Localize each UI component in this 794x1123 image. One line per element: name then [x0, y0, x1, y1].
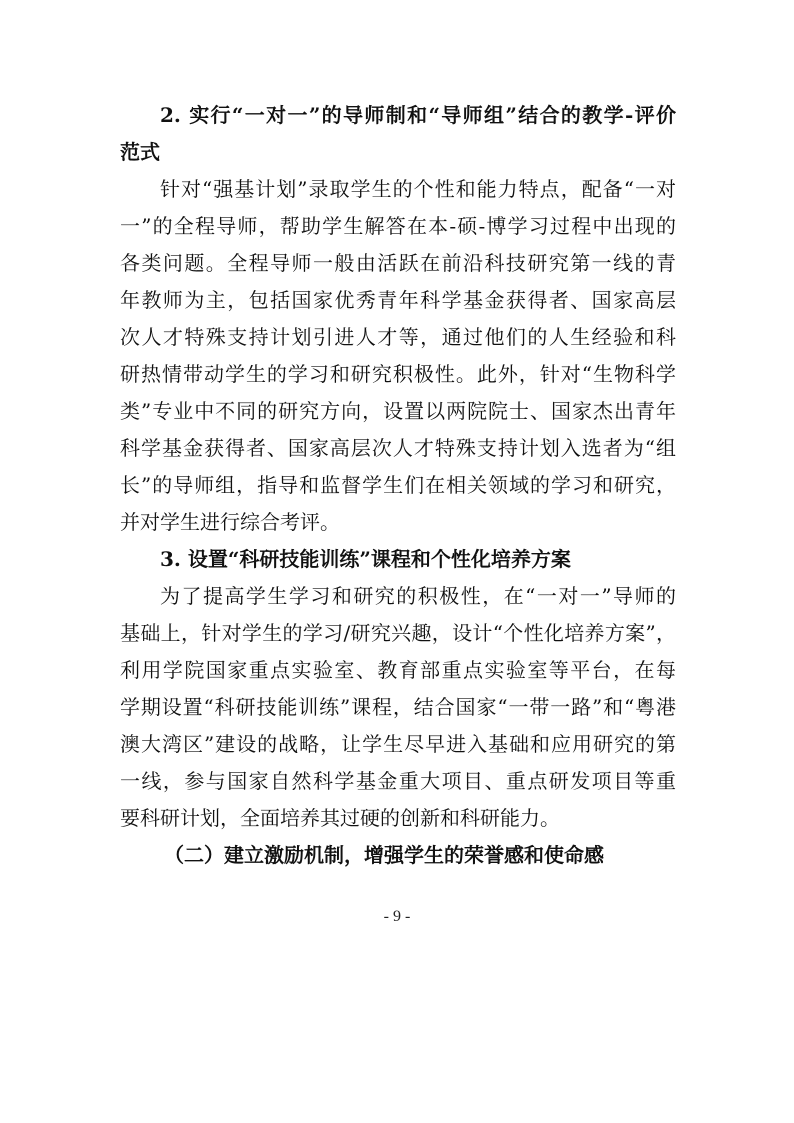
paragraph-2-line: 为了提高学生学习和研究的积极性，在“一对一”导师的 [160, 584, 676, 608]
document-body [120, 97, 676, 874]
paragraph-1-line: 研热情带动学生的学习和研究积极性。此外，针对“生物科学 [120, 362, 676, 386]
paragraph-2-line: 利用学院国家重点实验室、教育部重点实验室等平台，在每 [120, 658, 676, 682]
paragraph-2-line: 要科研计划，全面培养其过硬的创新和科研能力。 [120, 806, 560, 830]
paragraph-1-line: 长”的导师组，指导和监督学生们在相关领域的学习和研究， [120, 473, 676, 497]
paragraph-1-line: 各类问题。全程导师一般由活跃在前沿科技研究第一线的青 [120, 251, 676, 275]
paragraph-1-line: 年教师为主，包括国家优秀青年科学基金获得者、国家高层 [120, 288, 676, 312]
page-number: - 9 - [383, 908, 411, 925]
heading-3: 3. 设置“科研技能训练”课程和个性化培养方案 [160, 547, 571, 571]
paragraph-1-line: 并对学生进行综合考评。 [120, 510, 340, 534]
paragraph-2-line: 基础上，针对学生的学习/研究兴趣，设计“个性化培养方案”， [120, 621, 676, 645]
section-heading: （二）建立激励机制，增强学生的荣誉感和使命感 [164, 843, 604, 867]
paragraph-2-line: 一线，参与国家自然科学基金重大项目、重点研发项目等重 [120, 769, 676, 793]
paragraph-1-line: 类”专业中不同的研究方向，设置以两院院士、国家杰出青年 [120, 399, 676, 423]
paragraph-1-line: 一”的全程导师，帮助学生解答在本-硕-博学习过程中出现的 [120, 214, 676, 238]
paragraph-2-line: 澳大湾区”建设的战略，让学生尽早进入基础和应用研究的第 [120, 732, 676, 756]
heading-2-line-2: 范式 [120, 140, 160, 164]
paragraph-1-line: 次人才特殊支持计划引进人才等，通过他们的人生经验和科 [120, 325, 676, 349]
paragraph-2-line: 学期设置“科研技能训练”课程，结合国家“一带一路”和“粤港 [120, 695, 676, 719]
paragraph-1-line: 科学基金获得者、国家高层次人才特殊支持计划入选者为“组 [120, 436, 676, 460]
heading-2-line-1: 2. 实行“一对一”的导师制和“导师组”结合的教学-评价 [160, 103, 676, 127]
paragraph-1-line: 针对“强基计划”录取学生的个性和能力特点，配备“一对 [160, 177, 676, 201]
